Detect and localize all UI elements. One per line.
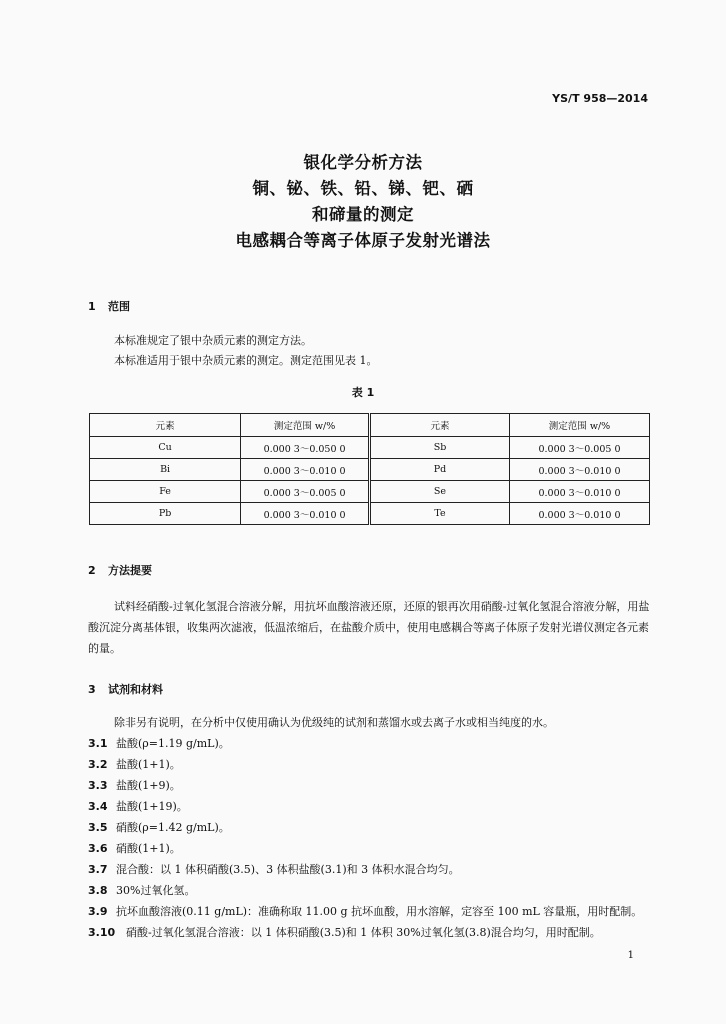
section-number: 2	[88, 564, 96, 577]
table-cell: Se	[369, 481, 509, 503]
section-number: 1	[88, 300, 96, 313]
item-number: 3.7	[88, 863, 108, 876]
list-item	[88, 838, 650, 859]
table-cell: Bi	[90, 459, 241, 481]
list-item	[88, 922, 650, 943]
list-item	[88, 733, 650, 754]
title-line: 银化学分析方法	[303, 153, 423, 172]
title-line: 铜、铋、铁、铅、锑、钯、硒	[252, 179, 474, 198]
table-cell: Fe	[90, 481, 241, 503]
section-heading-scope	[88, 298, 130, 314]
table-cell: 0.000 3～0.050 0	[241, 437, 370, 459]
list-item	[88, 880, 650, 901]
item-number: 3.6	[88, 842, 108, 855]
table-cell: Sb	[369, 437, 509, 459]
document-title	[0, 150, 726, 254]
table-cell: 0.000 3～0.010 0	[241, 459, 370, 481]
measurement-range-table	[89, 413, 650, 525]
item-number: 3.5	[88, 821, 108, 834]
item-number: 3.8	[88, 884, 108, 897]
item-text: 硝酸-过氧化氢混合溶液：以 1 体积硝酸(3.5)和 1 体积 30%过氧化氢(3.8)混合均匀，用时配制。	[126, 926, 601, 939]
paragraph: 本标准适用于银中杂质元素的测定。测定范围见表 1。	[114, 354, 378, 367]
table-row	[90, 459, 650, 481]
table-cell: Pd	[369, 459, 509, 481]
standard-code: YS/T 958—2014	[552, 92, 648, 105]
table-cell: 0.000 3～0.005 0	[509, 437, 649, 459]
table-cell: Cu	[90, 437, 241, 459]
section-number: 3	[88, 683, 96, 696]
header-cell: 测定范围 w/%	[509, 414, 649, 437]
item-text: 盐酸(ρ=1.19 g/mL)。	[116, 737, 230, 750]
item-number: 3.2	[88, 758, 108, 771]
page-number: 1	[627, 950, 634, 961]
table-header-row	[90, 414, 650, 437]
item-text: 混合酸：以 1 体积硝酸(3.5)、3 体积盐酸(3.1)和 3 体积水混合均匀。	[116, 863, 460, 876]
paragraph: 除非另有说明，在分析中仅使用确认为优级纯的试剂和蒸馏水或去离子水或相当纯度的水。	[114, 716, 554, 729]
item-text: 抗坏血酸溶液(0.11 g/mL)：准确称取 11.00 g 抗坏血酸，用水溶解，定容至 100 mL 容量瓶，用时配制。	[116, 905, 643, 918]
item-text: 盐酸(1+1)。	[116, 758, 181, 771]
title-line: 和碲量的测定	[312, 205, 414, 224]
item-number: 3.10	[88, 926, 116, 939]
list-item	[88, 754, 650, 775]
item-text: 30%过氧化氢。	[116, 884, 196, 897]
list-item	[88, 775, 650, 796]
table-cell: 0.000 3～0.010 0	[509, 459, 649, 481]
section-heading-method	[88, 562, 152, 578]
table-cell: Pb	[90, 503, 241, 525]
header-cell: 测定范围 w/%	[241, 414, 370, 437]
table-cell: 0.000 3～0.010 0	[509, 503, 649, 525]
item-text: 硝酸(ρ=1.42 g/mL)。	[116, 821, 230, 834]
paragraph: 本标准规定了银中杂质元素的测定方法。	[114, 334, 312, 347]
table-cell: 0.000 3～0.005 0	[241, 481, 370, 503]
item-text: 盐酸(1+19)。	[116, 800, 188, 813]
section-title: 方法提要	[108, 564, 152, 577]
item-number: 3.9	[88, 905, 108, 918]
list-item	[88, 859, 650, 880]
section-title: 试剂和材料	[108, 683, 163, 696]
list-item	[88, 901, 650, 922]
section-title: 范围	[108, 300, 130, 313]
paragraph: 试料经硝酸-过氧化氢混合溶液分解，用抗坏血酸溶液还原，还原的银再次用硝酸-过氧化氢混合溶液分解，用盐酸沉淀分离基体银，收集两次滤液，低温浓缩后，在盐酸介质中，使用电感耦合等离子体原子发射光谱仪测定各元素的量。	[88, 600, 650, 655]
table-caption: 表 1	[351, 386, 375, 399]
reagent-list	[88, 733, 650, 943]
section-heading-reagents	[88, 681, 163, 697]
table-row	[90, 437, 650, 459]
header-cell: 元素	[90, 414, 241, 437]
table-cell: 0.000 3～0.010 0	[241, 503, 370, 525]
list-item	[88, 796, 650, 817]
item-number: 3.4	[88, 800, 108, 813]
item-number: 3.1	[88, 737, 108, 750]
item-text: 硝酸(1+1)。	[116, 842, 181, 855]
table-row	[90, 481, 650, 503]
table-row	[90, 503, 650, 525]
item-text: 盐酸(1+9)。	[116, 779, 181, 792]
table-cell: 0.000 3～0.010 0	[509, 481, 649, 503]
list-item	[88, 817, 650, 838]
title-line: 电感耦合等离子体原子发射光谱法	[235, 231, 491, 250]
header-cell: 元素	[369, 414, 509, 437]
item-number: 3.3	[88, 779, 108, 792]
table-cell: Te	[369, 503, 509, 525]
